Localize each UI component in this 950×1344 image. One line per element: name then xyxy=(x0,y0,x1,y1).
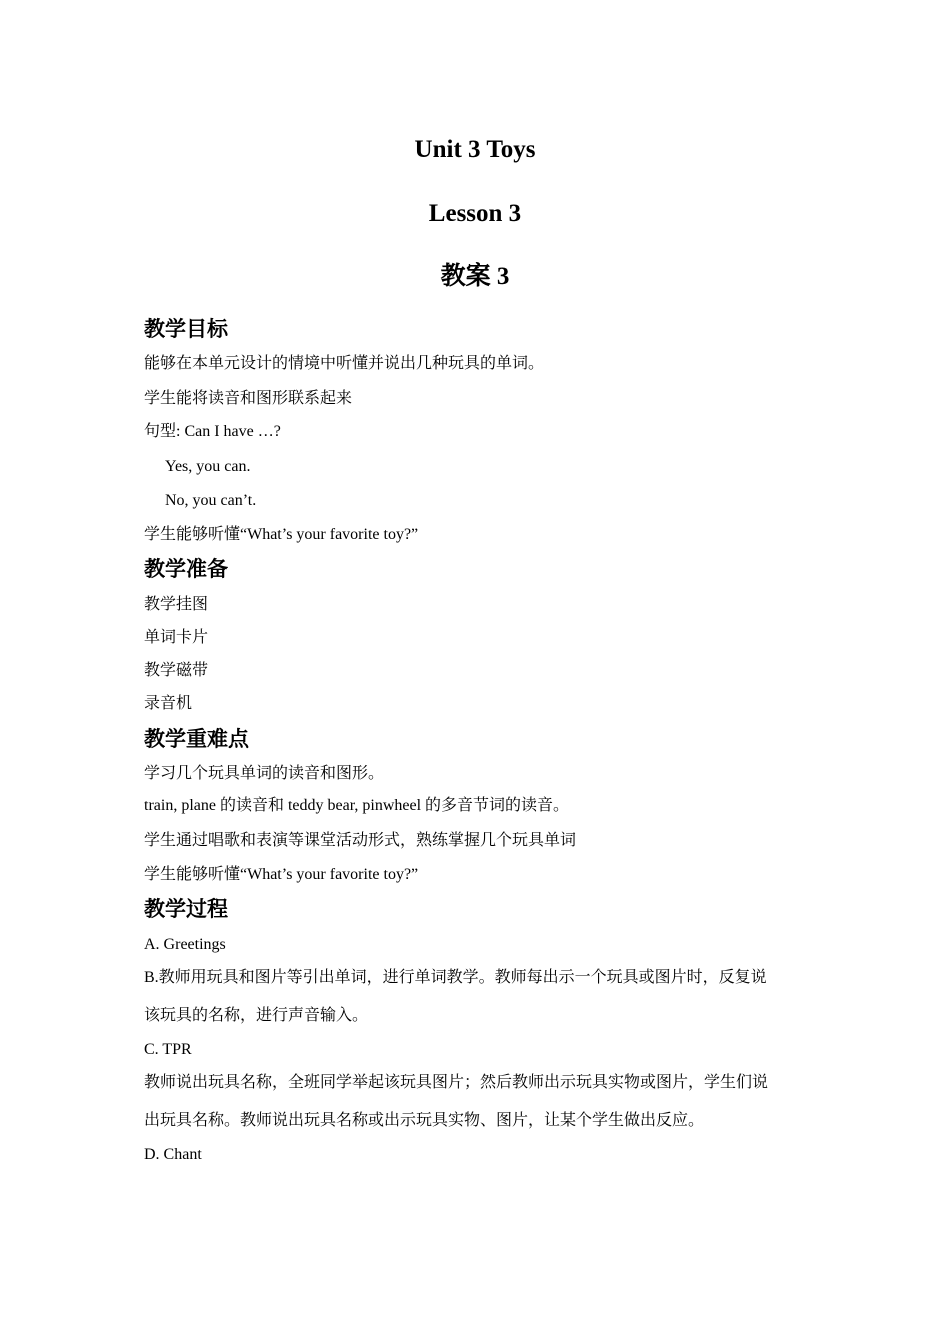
process-line: B.教师用玩具和图片等引出单词，进行单词教学。教师每出示一个玩具或图片时，反复说 xyxy=(144,969,767,986)
process-line: A. Greetings xyxy=(144,936,226,953)
process-line: 教师说出玩具名称，全班同学举起该玩具图片；然后教师出示玩具实物或图片，学生们说 xyxy=(144,1074,769,1091)
section-heading-process: 教学过程 xyxy=(144,897,228,921)
preparation-line: 教学磁带 xyxy=(144,662,209,679)
preparation-line: 教学挂图 xyxy=(144,596,209,613)
objective-line: 学生能够听懂“What’s your favorite toy?” xyxy=(144,526,419,543)
process-line: 出玩具名称。教师说出玩具名称或出示玩具实物、图片，让某个学生做出反应。 xyxy=(144,1112,705,1129)
process-line: C. TPR xyxy=(144,1041,192,1058)
unit-title: Unit 3 Toys xyxy=(414,136,536,163)
section-heading-objectives: 教学目标 xyxy=(144,317,228,341)
objective-line: No, you can’t. xyxy=(165,492,257,509)
key-point-line: train, plane 的读音和 teddy bear, pinwheel 的多音节词的读音。 xyxy=(144,797,570,814)
objective-line: 句型: Can I have …? xyxy=(144,423,281,440)
section-heading-preparation: 教学准备 xyxy=(144,557,228,581)
preparation-line: 单词卡片 xyxy=(144,629,209,646)
objective-line: 学生能将读音和图形联系起来 xyxy=(144,390,353,407)
lesson-title: Lesson 3 xyxy=(428,200,522,227)
key-point-line: 学生能够听懂“What’s your favorite toy?” xyxy=(144,866,419,883)
process-line: D. Chant xyxy=(144,1146,202,1163)
key-point-line: 学习几个玩具单词的读音和图形。 xyxy=(144,765,385,782)
preparation-line: 录音机 xyxy=(144,695,193,712)
section-heading-key-points: 教学重难点 xyxy=(144,727,249,751)
plan-title: 教案 3 xyxy=(440,263,510,290)
key-point-line: 学生通过唱歌和表演等课堂活动形式，熟练掌握几个玩具单词 xyxy=(144,832,577,849)
objective-line: 能够在本单元设计的情境中听懂并说出几种玩具的单词。 xyxy=(144,355,545,372)
objective-line: Yes, you can. xyxy=(165,458,251,475)
process-line: 该玩具的名称，进行声音输入。 xyxy=(144,1007,369,1024)
